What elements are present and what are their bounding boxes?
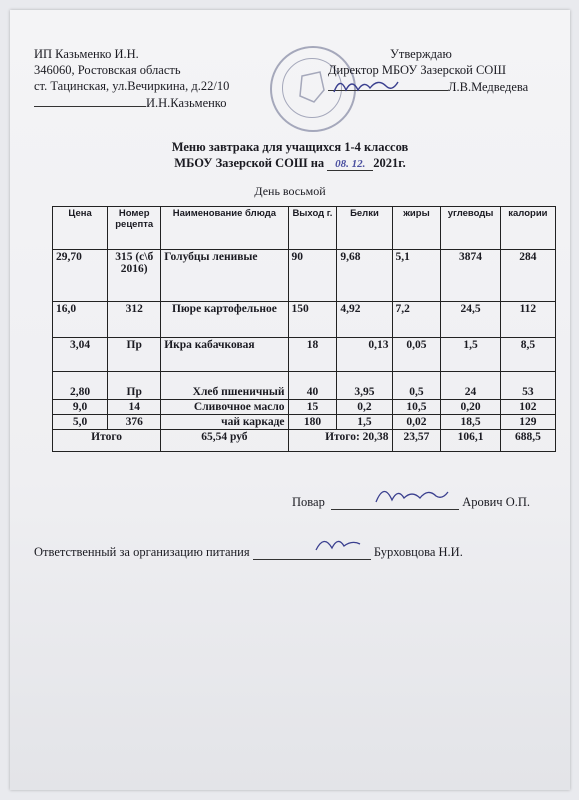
cell-kcal: 129 — [500, 415, 555, 430]
table-row — [53, 250, 556, 302]
cell-carbs: 1,5 — [441, 338, 500, 372]
day-label: День восьмой — [254, 184, 326, 198]
table-row — [53, 415, 556, 430]
table-total-row — [53, 430, 556, 452]
cell-yield: 15 — [288, 400, 337, 415]
total-label-2 — [288, 430, 392, 452]
total-carbs: 106,1 — [441, 430, 500, 452]
cook-label: Повар — [292, 495, 325, 509]
supplier-name: ИП Казьменко И.Н. — [34, 47, 139, 61]
col-fats: жиры — [392, 207, 441, 250]
cell-fats: 0,05 — [392, 338, 441, 372]
director-signature-name: Л.В.Медведева — [448, 80, 529, 94]
cell-proteins: 3,95 — [337, 372, 392, 400]
total-fats: 23,57 — [392, 430, 441, 452]
total-price: 65,54 руб — [161, 430, 288, 452]
cell-fats: 5,1 — [392, 250, 441, 302]
cell-proteins: 4,92 — [337, 302, 392, 338]
responsible-name: Бурховцова Н.И. — [373, 545, 463, 559]
cell-fats: 0,5 — [392, 372, 441, 400]
cell-dish: Голубцы ленивые — [161, 250, 288, 302]
cell-carbs: 3874 — [441, 250, 500, 302]
cell-yield: 18 — [288, 338, 337, 372]
table-row — [53, 302, 556, 338]
document-page — [10, 10, 570, 790]
table-row — [53, 338, 556, 372]
total-label: Итого — [53, 430, 161, 452]
table-header-row — [53, 207, 556, 250]
table-row — [53, 400, 556, 415]
cell-carbs: 18,5 — [441, 415, 500, 430]
cell-fats: 7,2 — [392, 302, 441, 338]
menu-subtitle — [10, 156, 570, 171]
supplier-address-street: ст. Тацинская, ул.Вечиркина, д.22/10 — [34, 79, 230, 93]
total-kcal: 688,5 — [500, 430, 555, 452]
cook-signature-scribble — [372, 480, 452, 508]
cell-recipe: 376 — [108, 415, 161, 430]
cell-yield: 40 — [288, 372, 337, 400]
cell-recipe: Пр — [108, 372, 161, 400]
cell-fats: 0,02 — [392, 415, 441, 430]
menu-year: 2021г. — [373, 156, 406, 170]
cook-name: Арович О.П. — [462, 495, 531, 509]
approve-label: Утверждаю — [390, 47, 452, 61]
cell-dish: Сливочное масло — [161, 400, 288, 415]
cell-yield: 150 — [288, 302, 337, 338]
cell-proteins: 9,68 — [337, 250, 392, 302]
cell-kcal: 102 — [500, 400, 555, 415]
cell-dish: Хлеб пшеничный — [161, 372, 288, 400]
cell-proteins: 0,2 — [337, 400, 392, 415]
menu-subtitle-prefix: МБОУ Зазерской СОШ на — [174, 156, 325, 170]
cell-dish: Пюре картофельное — [161, 302, 288, 338]
cell-yield: 90 — [288, 250, 337, 302]
cell-kcal: 53 — [500, 372, 555, 400]
cell-kcal: 112 — [500, 302, 555, 338]
director-signature-scribble — [330, 72, 400, 100]
cell-price: 9,0 — [53, 400, 108, 415]
col-dish: Наименование блюда — [161, 207, 288, 250]
total-label-2-text: Итого: — [325, 431, 360, 443]
cell-proteins: 0,13 — [337, 338, 392, 372]
col-price: Цена — [53, 207, 108, 250]
cell-price: 29,70 — [53, 250, 108, 302]
col-proteins: Белки — [337, 207, 392, 250]
supplier-signature-name: И.Н.Казьменко — [146, 96, 227, 110]
total-proteins: 20,38 — [362, 431, 389, 443]
menu-title: Меню завтрака для учащихся 1-4 классов — [171, 140, 409, 154]
cell-carbs: 24 — [441, 372, 500, 400]
cell-price: 3,04 — [53, 338, 108, 372]
col-recipe: Номер рецепта — [108, 207, 161, 250]
cell-price: 16,0 — [53, 302, 108, 338]
table-row — [53, 372, 556, 400]
col-yield: Выход г. — [288, 207, 337, 250]
responsible-label: Ответственный за организацию питания — [34, 545, 250, 559]
cell-price: 2,80 — [53, 372, 108, 400]
cell-recipe: Пр — [108, 338, 161, 372]
cell-fats: 10,5 — [392, 400, 441, 415]
cell-carbs: 24,5 — [441, 302, 500, 338]
col-kcal: калории — [500, 207, 555, 250]
cell-kcal: 8,5 — [500, 338, 555, 372]
supplier-address-region: 346060, Ростовская область — [34, 63, 181, 77]
menu-table — [52, 206, 556, 452]
cell-proteins: 1,5 — [337, 415, 392, 430]
col-carbs: углеводы — [441, 207, 500, 250]
responsible-signature-scribble — [310, 530, 370, 558]
cell-dish: чай каркаде — [161, 415, 288, 430]
supplier-signature-line — [34, 94, 227, 111]
cell-carbs: 0,20 — [441, 400, 500, 415]
cell-recipe: 14 — [108, 400, 161, 415]
director-title: Директор МБОУ Зазерской СОШ — [328, 63, 506, 77]
menu-date: 08. 12. — [327, 158, 373, 171]
cell-price: 5,0 — [53, 415, 108, 430]
responsible-signature-block — [34, 544, 463, 560]
cell-yield: 180 — [288, 415, 337, 430]
cell-dish: Икра кабачковая — [161, 338, 288, 372]
cell-kcal: 284 — [500, 250, 555, 302]
cell-recipe: 315 (с\б 2016) — [108, 250, 161, 302]
cell-recipe: 312 — [108, 302, 161, 338]
